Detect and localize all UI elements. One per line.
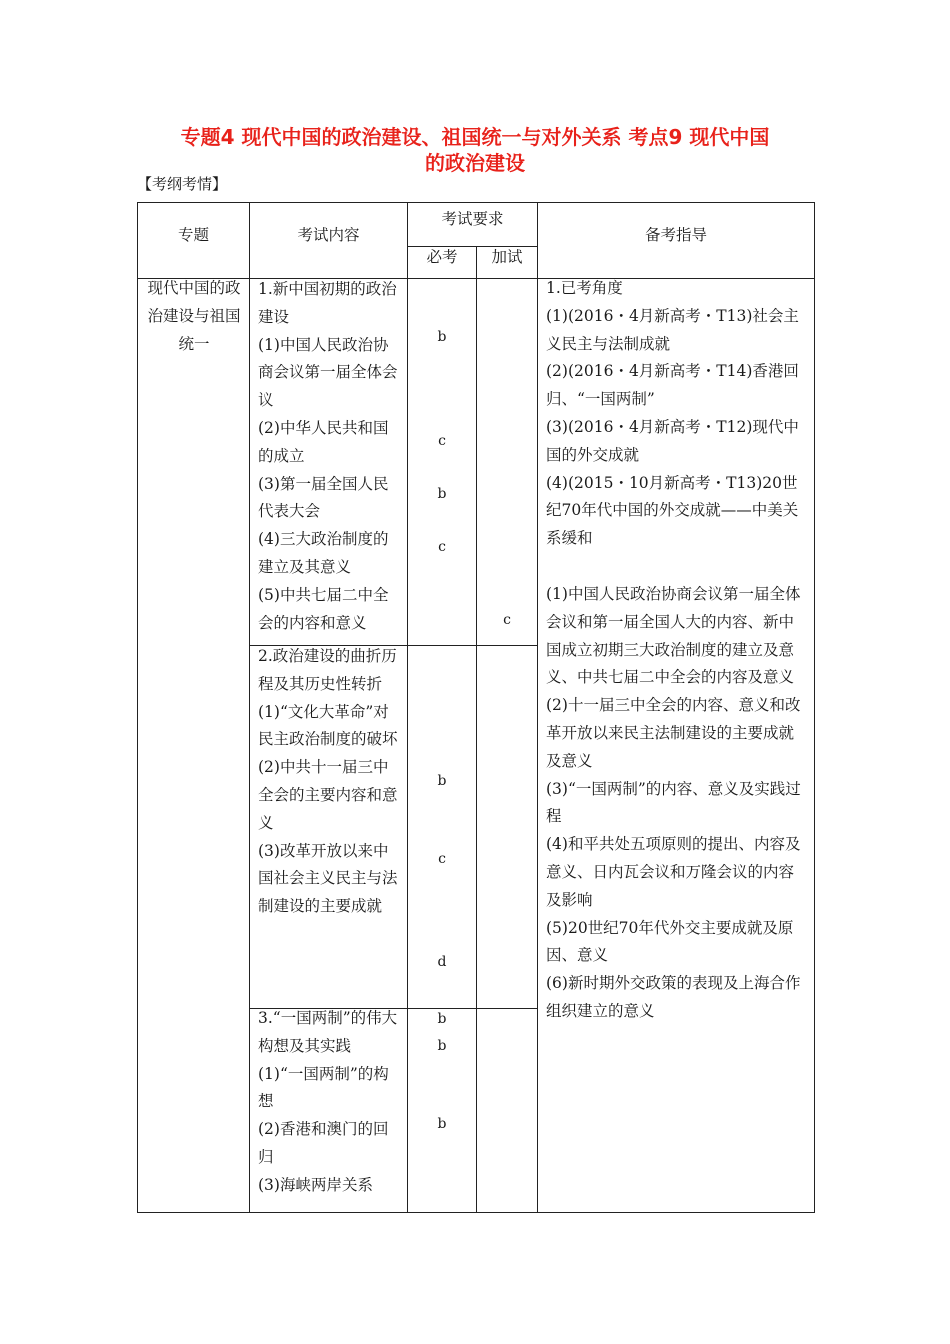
mark-g1-2: c [438,433,446,449]
group-3-item-3: (3)海峡两岸关系 [258,1175,373,1194]
group-3-title: 3.“一国两制”的伟大构想及其实践 [258,1009,398,1055]
column-rule-1 [249,202,250,1213]
column-rule-2 [407,202,408,1213]
guide-cell [546,275,808,1026]
group-2-item-3: (3)改革开放以来中国社会主义民主与法制建设的主要成就 [258,841,398,916]
group-1-item-5: (5)中共七届二中全会的内容和意义 [258,585,389,632]
focus-point-2: (2)十一届三中全会的内容、意义和改革开放以来民主法制建设的主要成就及意义 [546,696,801,770]
exam-point-1: (1)(2016・4月新高考・T13)社会主义民主与法制成就 [546,306,799,353]
focus-point-3: (3)“一国两制”的内容、意义及实践过程 [546,779,801,826]
table-border-top [137,202,814,203]
table-border-left [137,202,138,1213]
exam-point-3: (3)(2016・4月新高考・T12)现代中国的外交成就 [546,417,799,464]
title-line-2: 的政治建设 [425,151,525,175]
title-line-1: 专题4 现代中国的政治建设、祖国统一与对外关系 考点9 现代中国 [180,125,770,149]
focus-point-5: (5)20世纪70年代外交主要成就及原因、意义 [546,918,794,965]
mark-g2-1: b [437,773,447,789]
group-2-item-1: (1)“文化大革命”对民主政治制度的破坏 [258,702,398,749]
group-1-item-3: (3)第一届全国人民代表大会 [258,474,389,521]
mark-g1-3: b [437,486,447,502]
group-1-title: 1.新中国初期的政治建设 [258,280,397,326]
header-extra: 加试 [491,248,523,266]
group-3-item-1: (1)“一国两制”的构想 [258,1064,389,1111]
exam-point-2: (2)(2016・4月新高考・T14)香港回归、“一国两制” [546,362,799,409]
content-group-3 [258,1005,398,1200]
focus-point-1: (1)中国人民政治协商会议第一届全体会议和第一届全国人大的内容、新中国成立初期三大政治制度的建立及意义、中共七届二中全会的内容及意义 [546,584,801,687]
group-3-item-2: (2)香港和澳门的回归 [258,1120,389,1166]
content-group-1 [258,276,398,637]
mark-g1-1: b [437,329,447,345]
header-guide: 备考指导 [644,226,707,244]
group-1-item-2: (2)中华人民共和国的成立 [258,418,389,465]
topic-cell: 现代中国的政治建设与祖国统一 [147,279,241,353]
header-topic: 专题 [177,226,209,244]
group-2-item-2: (2)中共十一届三中全会的主要内容和意义 [258,758,398,832]
mark-g3-2: b [437,1038,447,1054]
exam-point-4: (4)(2015・10月新高考・T13)20世纪70年代中国的外交成就——中美关系缓和 [546,473,799,548]
group-1-item-1: (1)中国人民政治协商会议第一届全体会议 [258,335,398,410]
mark-g2-2: c [438,851,446,867]
guide-spacer [546,553,808,581]
focus-point-4: (4)和平共处五项原则的提出、内容及意义、日内瓦会议和万隆会议的内容及影响 [546,835,801,909]
guide-heading: 1.已考角度 [546,279,623,297]
group-2-title: 2.政治建设的曲折历程及其历史性转折 [258,647,397,693]
mark-g1-5: c [503,612,511,628]
header-content: 考试内容 [297,226,360,244]
mark-g3-1: b [437,1011,447,1027]
column-rule-3 [476,246,477,1213]
focus-point-6: (6)新时期外交政策的表现及上海合作组织建立的意义 [546,974,801,1020]
mark-g1-4: c [438,539,446,555]
header-required: 必考 [426,248,458,266]
content-group-2 [258,643,398,921]
section-label: 【考纲考情】 [137,175,228,193]
document-title [100,124,850,176]
header-requirement: 考试要求 [441,210,504,228]
group-1-item-4: (4)三大政治制度的建立及其意义 [258,530,389,576]
mark-g3-3: b [437,1116,447,1132]
table-border-right [814,202,815,1213]
mark-g2-3: d [437,954,447,970]
column-rule-4 [537,202,538,1213]
